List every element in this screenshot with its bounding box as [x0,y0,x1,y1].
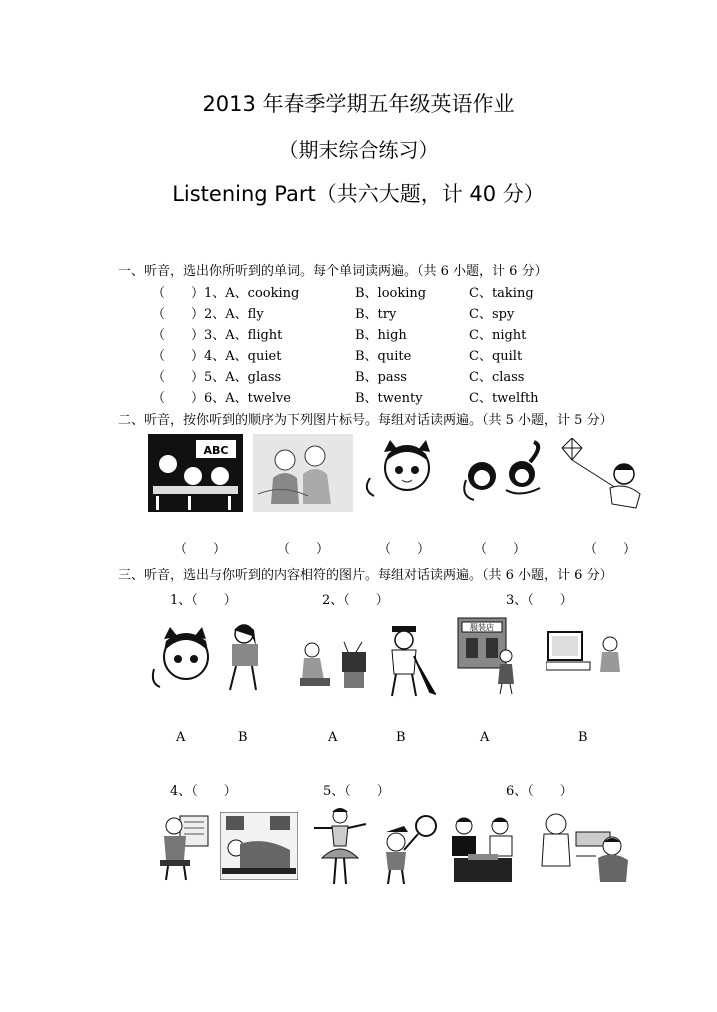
q3-picture-b[interactable] [546,628,624,676]
q3-label-a: A [480,730,490,745]
shop-sign-text: 服装店 [470,623,494,632]
question-2-option-c[interactable]: C、spy [469,307,515,322]
question-2-option-b[interactable]: B、try [355,307,397,322]
question-4-option-b[interactable]: B、quite [355,349,412,364]
question-4-blank[interactable]: 4、（ ） [170,784,237,799]
order-blank-3[interactable]: （ ） [378,542,431,557]
order-blank-5[interactable]: （ ） [584,542,637,557]
q1-label-a: A [176,730,186,745]
girl-with-cat-ears-picture [360,438,452,500]
question-1-option-b[interactable]: B、looking [355,286,427,301]
order-blank-1[interactable]: （ ） [174,542,227,557]
q5-picture-b[interactable] [378,814,440,886]
question-6-blank[interactable]: 6、（ ） [506,784,573,799]
question-6-option-a[interactable]: （ ）6、A、twelve [152,391,291,406]
question-4-option-c[interactable]: C、quilt [469,349,523,364]
q3-picture-a[interactable] [454,608,524,694]
question-1-option-c[interactable]: C、taking [469,286,534,301]
q2-label-a: A [328,730,338,745]
question-3-option-a[interactable]: （ ）3、A、flight [152,328,283,343]
section1-heading: 一、听音，选出你所听到的单词。每个单词读两遍。（共 6 小题，计 6 分） [118,264,548,279]
monkeys-picture [460,440,550,502]
q2-picture-b[interactable] [382,626,438,698]
q6-picture-a[interactable] [448,814,518,884]
question-1-blank[interactable]: 1、（ ） [170,593,237,608]
q3-label-b: B [578,730,588,745]
q4-picture-b[interactable] [220,812,298,880]
question-1-option-a[interactable]: （ ）1、A、cooking [152,286,300,301]
q1-picture-b[interactable] [226,622,270,694]
question-6-option-c[interactable]: C、twelfth [469,391,539,406]
q4-picture-a[interactable] [160,812,212,882]
question-2-blank[interactable]: 2、（ ） [322,593,389,608]
section3-heading: 三、听音，选出与你听到的内容相符的图片。每组对话读两遍。（共 6 小题，计 6 分） [118,568,613,583]
question-5-blank[interactable]: 5、（ ） [323,784,390,799]
family-picture [253,434,353,512]
question-3-option-b[interactable]: B、high [355,328,407,343]
question-6-option-b[interactable]: B、twenty [355,391,423,406]
question-5-option-c[interactable]: C、class [469,370,525,385]
order-blank-2[interactable]: （ ） [277,542,330,557]
question-5-option-a[interactable]: （ ）5、A、glass [152,370,282,385]
page-title: 2013 年春季学期五年级英语作业 [202,92,515,116]
question-4-option-a[interactable]: （ ）4、A、quiet [152,349,282,364]
board-text: ABC [203,444,229,457]
classroom-picture [148,434,243,512]
q2-label-b: B [396,730,406,745]
part-title: Listening Part（共六大题，计 40 分） [172,182,545,206]
question-3-blank[interactable]: 3、（ ） [506,593,573,608]
question-5-option-b[interactable]: B、pass [355,370,407,385]
q1-label-b: B [238,730,248,745]
boy-with-kite-picture [556,438,652,510]
q1-picture-a[interactable] [150,625,222,693]
q5-picture-a[interactable] [312,806,368,888]
q6-picture-b[interactable] [540,810,632,886]
question-3-option-c[interactable]: C、night [469,328,527,343]
page-subtitle: （期末综合练习） [278,138,439,162]
section2-heading: 二、听音，按你听到的顺序为下列图片标号。每组对话读两遍。（共 5 小题，计 5 分） [118,413,613,428]
question-2-option-a[interactable]: （ ）2、A、fly [152,307,264,322]
order-blank-4[interactable]: （ ） [474,542,527,557]
q2-picture-a[interactable] [298,640,370,692]
